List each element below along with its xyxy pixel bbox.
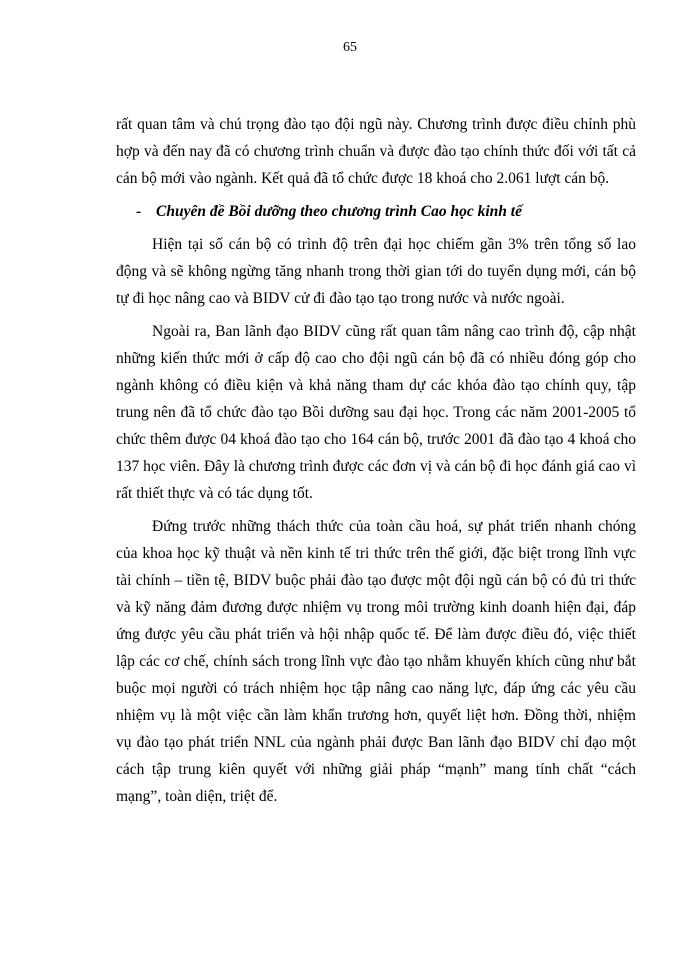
paragraph-2: Hiện tại số cán bộ có trình độ trên đại học chiếm gần 3% trên tổng số lao động và sẽ không ngừng tăng nhanh trong thời gian tới do tuyển dụng mới, cán bộ tự đi học nâng cao và BIDV cử đi đào tạo tạo trong nước và nước ngoài. <box>116 236 636 307</box>
heading-text: Chuyên đề Bồi dưỡng theo chương trình Cao học kinh tế <box>156 203 522 220</box>
section-heading <box>116 198 636 225</box>
paragraph-4: Đứng trước những thách thức của toàn cầu hoá, sự phát triển nhanh chóng của khoa học kỹ thuật và nền kinh tế tri thức trên thế giới, đặc biệt trong lĩnh vực tài chính – tiền tệ, BIDV buộc phải đào tạo được một đội ngũ cán bộ có đủ tri thức và kỹ năng đảm đương được nhiệm vụ trong môi trường kinh doanh hiện đại, đáp ứng được yêu cầu phát triển và hội nhập quốc tế. Để làm được điều đó, việc thiết lập các cơ chế, chính sách trong lĩnh vực đào tạo nhằm khuyến khích cũng như bắt buộc mọi người có trách nhiệm học tập nâng cao năng lực, đáp ứng các yêu cầu nhiệm vụ là một việc cần làm khẩn trương hơn, quyết liệt hơn. Đồng thời, nhiệm vụ đào tạo phát triển NNL của ngành phải được Ban lãnh đạo BIDV chỉ đạo một cách tập trung kiên quyết với những giải pháp “mạnh” mang tính chất “cách mạng”, toàn diện, triệt để. <box>116 518 636 805</box>
document-body <box>116 111 636 810</box>
heading-bullet: - <box>136 203 142 220</box>
paragraph-1: rất quan tâm và chú trọng đào tạo đội ngũ này. Chương trình được điều chỉnh phù hợp và đến nay đã có chương trình chuẩn và được đào tạo chính thức đối với tất cả cán bộ mới vào ngành. Kết quả đã tổ chức được 18 khoá cho 2.061 lượt cán bộ. <box>116 116 636 187</box>
page-number: 65 <box>343 40 357 55</box>
paragraph-3: Ngoài ra, Ban lãnh đạo BIDV cũng rất quan tâm nâng cao trình độ, cập nhật những kiến thức mới ở cấp độ cao cho đội ngũ cán bộ đã có nhiều đóng góp cho ngành không có điều kiện và khả năng tham dự các khóa đào tạo chính quy, tập trung nên đã tổ chức đào tạo Bồi dưỡng sau đại học. Trong các năm 2001-2005 tổ chức thêm được 04 khoá đào tạo cho 164 cán bộ, trước 2001 đã đào tạo 4 khoá cho 137 học viên. Đây là chương trình được các đơn vị và cán bộ đi học đánh giá cao vì rất thiết thực và có tác dụng tốt. <box>116 323 636 502</box>
